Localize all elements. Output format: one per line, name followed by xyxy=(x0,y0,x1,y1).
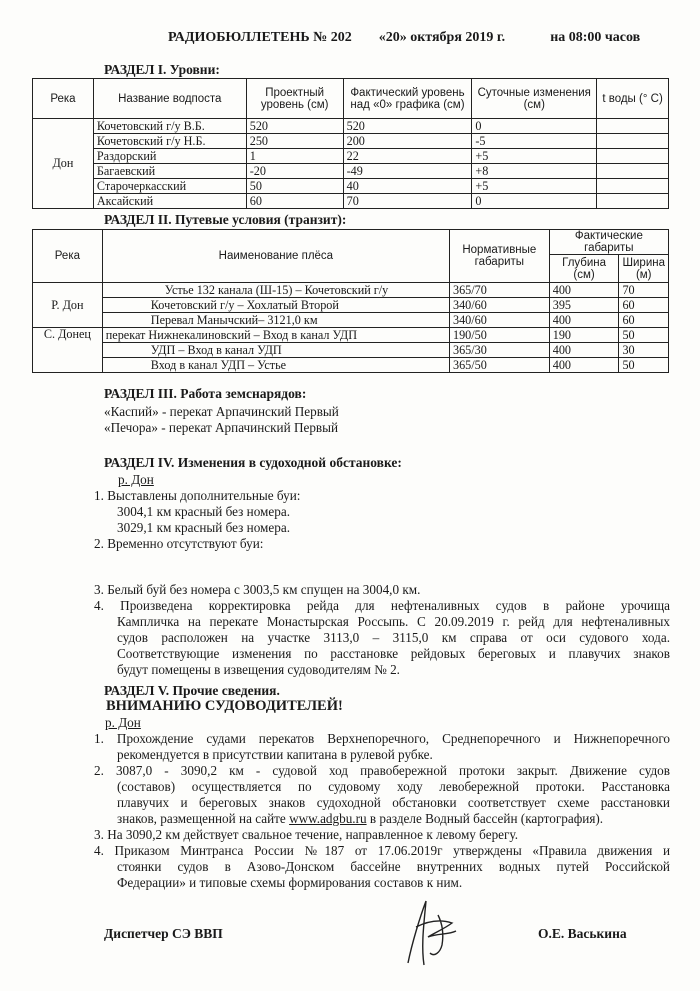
attention-heading: ВНИМАНИЮ СУДОВОДИТЕЛЕЙ! xyxy=(106,698,343,714)
section3-title: РАЗДЕЛ III. Работа земснарядов: xyxy=(104,386,307,401)
section1-title: РАЗДЕЛ I. Уровни: xyxy=(104,62,220,77)
item-2-line: плавучих и береговых знаков судоходной обстановки соответствует схеме расстановки xyxy=(117,795,670,810)
water-temp xyxy=(597,119,669,134)
item-4-line: Кампличка на перекате Монастырская Россыпь. С 20.09.2019 г. рейд для нефтеналивных xyxy=(117,614,670,629)
bulletin-header xyxy=(168,30,640,46)
site-link[interactable]: www.adgbu.ru xyxy=(289,811,367,826)
table-row xyxy=(33,358,669,373)
daily-change: +8 xyxy=(472,164,597,179)
table-row xyxy=(33,298,669,313)
item-1-line: рекомендуется в присутствии капитана в рулевой рубке. xyxy=(117,747,433,762)
col-water-temp: t воды (° С) xyxy=(597,79,669,119)
post-name: Кочетовский г/у Н.Б. xyxy=(93,134,246,149)
width: 70 xyxy=(619,283,669,298)
dredgers-list xyxy=(104,404,339,436)
buoy-line: 3029,1 км красный без номера. xyxy=(117,520,290,535)
project-level: 520 xyxy=(246,119,343,134)
table-row xyxy=(33,328,669,343)
item-1-line: 1. Прохождение судами перекатов Верхнепоречного, Среднепоречного и Нижнепоречного xyxy=(94,731,670,746)
item-4-line: 4. Произведена корректировка рейда для нефтеналивных судов в районе урочища xyxy=(94,598,670,613)
normative: 365/70 xyxy=(449,283,549,298)
dredger-line: «Печора» - перекат Арпачинский Первый xyxy=(104,420,339,435)
actual-level: 70 xyxy=(343,194,472,209)
post-name: Раздорский xyxy=(93,149,246,164)
stretch-name: УДП – Вход в канал УДП xyxy=(102,343,449,358)
post-name: Старочеркасский xyxy=(93,179,246,194)
river-label: р. Дон xyxy=(105,715,141,730)
col-depth: Глубина (см) xyxy=(549,255,619,283)
table-row xyxy=(33,134,669,149)
water-temp xyxy=(597,179,669,194)
post-name: Аксайский xyxy=(93,194,246,209)
item-4-line: стоянки судов в Азово-Донском бассейне внутренних водных путей Российской xyxy=(117,859,670,874)
depth: 190 xyxy=(549,328,619,343)
table-row xyxy=(33,179,669,194)
width: 50 xyxy=(619,358,669,373)
river-cell: С. Донец xyxy=(33,328,103,373)
stretch-name: перекат Нижнекалиновский – Вход в канал УДП xyxy=(102,328,449,343)
dredger-line: «Каспий» - перекат Арпачинский Первый xyxy=(104,404,339,419)
col-width: Ширина (м) xyxy=(619,255,669,283)
depth: 395 xyxy=(549,298,619,313)
section4-body xyxy=(94,472,670,678)
water-temp xyxy=(597,149,669,164)
normative: 340/60 xyxy=(449,313,549,328)
daily-change: -5 xyxy=(472,134,597,149)
levels-header-row xyxy=(33,79,669,119)
col-project-level: Проектный уровень (см) xyxy=(246,79,343,119)
water-temp xyxy=(597,194,669,209)
normative: 365/50 xyxy=(449,358,549,373)
table-row xyxy=(33,119,669,134)
daily-change: +5 xyxy=(472,149,597,164)
table-row xyxy=(33,164,669,179)
width: 30 xyxy=(619,343,669,358)
project-level: 250 xyxy=(246,134,343,149)
bulletin-date: «20» октября 2019 г. xyxy=(378,30,506,45)
stretch-name: Вход в канал УДП – Устье xyxy=(102,358,449,373)
transit-header-row xyxy=(33,230,669,255)
stretch-name: Перевал Манычский– 3121,0 км xyxy=(102,313,449,328)
post-name: Багаевский xyxy=(93,164,246,179)
normative: 340/60 xyxy=(449,298,549,313)
col-post: Название водпоста xyxy=(93,79,246,119)
normative: 190/50 xyxy=(449,328,549,343)
actual-level: 22 xyxy=(343,149,472,164)
table-row xyxy=(33,313,669,328)
river-label: р. Дон xyxy=(118,472,154,487)
item-2-line xyxy=(94,811,670,827)
project-level: 50 xyxy=(246,179,343,194)
item-2-line: 2. 3087,0 - 3090,2 км - судовой ход правобережной протоки закрыт. Движение судов xyxy=(94,763,670,778)
post-name: Кочетовский г/у В.Б. xyxy=(93,119,246,134)
col-actual: Фактические габариты xyxy=(549,230,668,255)
depth: 400 xyxy=(549,358,619,373)
project-level: -20 xyxy=(246,164,343,179)
actual-level: 520 xyxy=(343,119,472,134)
river-cell: Дон xyxy=(33,119,94,209)
item-2-text: в разделе Водный бассейн (картография). xyxy=(366,811,604,826)
bulletin-time: на 08:00 часов xyxy=(550,30,641,45)
daily-change: 0 xyxy=(472,194,597,209)
item-1: 1. Выставлены дополнительные буи: xyxy=(94,488,301,503)
item-3: 3. На 3090,2 км действует свальное течение, направленное к левому берегу. xyxy=(94,827,518,842)
transit-table xyxy=(32,229,669,373)
section5-title: РАЗДЕЛ V. Прочие сведения. xyxy=(104,683,280,698)
col-river: Река xyxy=(33,230,103,283)
item-4-line: 4. Приказом Минтранса России №187 от 17.06.2019г утверждены «Правила движения и xyxy=(94,843,670,858)
project-level: 1 xyxy=(246,149,343,164)
project-level: 60 xyxy=(246,194,343,209)
item-4-line: Соответствующие изменения по расстановке рейдовых береговых и плавучих знаков xyxy=(117,646,670,661)
table-row xyxy=(33,343,669,358)
col-stretch: Наименование плёса xyxy=(102,230,449,283)
levels-table xyxy=(32,78,669,209)
buoy-line: 3004,1 км красный без номера. xyxy=(117,504,290,519)
actual-level: -49 xyxy=(343,164,472,179)
signature-icon xyxy=(394,893,464,971)
river-cell: Р. Дон xyxy=(33,283,103,328)
stretch-name: Кочетовский г/у – Хохлатый Второй xyxy=(102,298,449,313)
col-normative: Нормативные габариты xyxy=(449,230,549,283)
item-3: 3. Белый буй без номера с 3003,5 км спущен на 3004,0 км. xyxy=(94,582,421,597)
stretch-name: Устье 132 канала (Ш-15) – Кочетовский г/у xyxy=(102,283,449,298)
col-daily-change: Суточные изменения (см) xyxy=(472,79,597,119)
actual-level: 40 xyxy=(343,179,472,194)
depth: 400 xyxy=(549,283,619,298)
section5-body xyxy=(94,715,670,891)
water-temp xyxy=(597,164,669,179)
table-row xyxy=(33,194,669,209)
section2-title: РАЗДЕЛ II. Путевые условия (транзит): xyxy=(104,212,347,227)
item-4-line: Федерации» и типовые схемы формирования составов к ним. xyxy=(117,875,463,890)
depth: 400 xyxy=(549,313,619,328)
depth: 400 xyxy=(549,343,619,358)
item-4-line: будут помещены в извещения судоводителям № 2. xyxy=(117,662,400,677)
daily-change: 0 xyxy=(472,119,597,134)
normative: 365/30 xyxy=(449,343,549,358)
col-actual-level: Фактический уровень над «0» графика (см) xyxy=(343,79,472,119)
item-2-text: знаков, размещенной на сайте xyxy=(117,811,290,826)
bulletin-title: РАДИОБЮЛЛЕТЕНЬ № 202 xyxy=(168,30,352,45)
table-row xyxy=(33,149,669,164)
item-4-line: судов расположен на участке 3113,0 – 3115,0 км справа от оси судового хода. xyxy=(117,630,670,645)
dispatcher-position: Диспетчер СЭ ВВП xyxy=(104,926,223,941)
table-row xyxy=(33,283,669,298)
dispatcher-name: О.Е. Васькина xyxy=(538,926,627,941)
item-2: 2. Временно отсутствуют буи: xyxy=(94,536,264,551)
actual-level: 200 xyxy=(343,134,472,149)
width: 50 xyxy=(619,328,669,343)
col-river: Река xyxy=(33,79,94,119)
width: 60 xyxy=(619,313,669,328)
daily-change: +5 xyxy=(472,179,597,194)
water-temp xyxy=(597,134,669,149)
width: 60 xyxy=(619,298,669,313)
section4-title: РАЗДЕЛ IV. Изменения в судоходной обстановке: xyxy=(104,455,402,470)
item-2-line: (составов) осуществляется по судовому ходу левобережной протоки. Расстановка xyxy=(117,779,670,794)
